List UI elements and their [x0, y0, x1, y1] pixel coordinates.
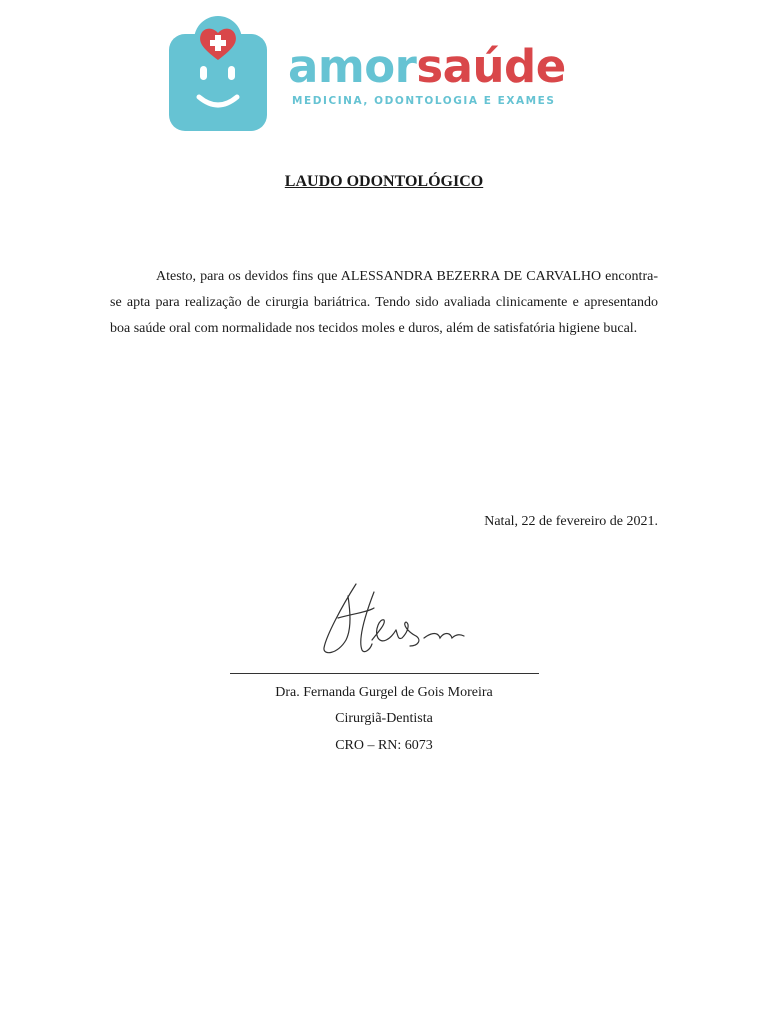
- brand-tagline: MEDICINA, ODONTOLOGIA E EXAMES: [292, 95, 556, 107]
- brand-name-second: saúde: [416, 40, 566, 93]
- signer-cro: CRO – RN: 6073: [335, 738, 433, 753]
- brand-name: [288, 40, 566, 93]
- signer-role: Cirurgiã-Dentista: [335, 711, 433, 726]
- amorsaude-logo: [168, 14, 598, 134]
- signer-name: Dra. Fernanda Gurgel de Gois Moreira: [275, 685, 493, 700]
- handwritten-signature: [312, 574, 472, 664]
- document-date: Natal, 22 de fevereiro de 2021.: [484, 514, 658, 529]
- signature-line: [230, 673, 539, 674]
- document-body: Atesto, para os devidos fins que ALESSANDRA BEZERRA DE CARVALHO encontra-se apta para realização de cirurgia bariátrica. Tendo sido avaliada clinicamente e apresentando boa saúde oral com normalidade nos tecidos moles e duros, além de satisfatória higiene bucal.: [110, 269, 658, 336]
- document-title: LAUDO ODONTOLÓGICO: [284, 173, 484, 190]
- smiling-clipboard-heart-icon: [168, 14, 268, 132]
- brand-name-first: amor: [288, 40, 417, 93]
